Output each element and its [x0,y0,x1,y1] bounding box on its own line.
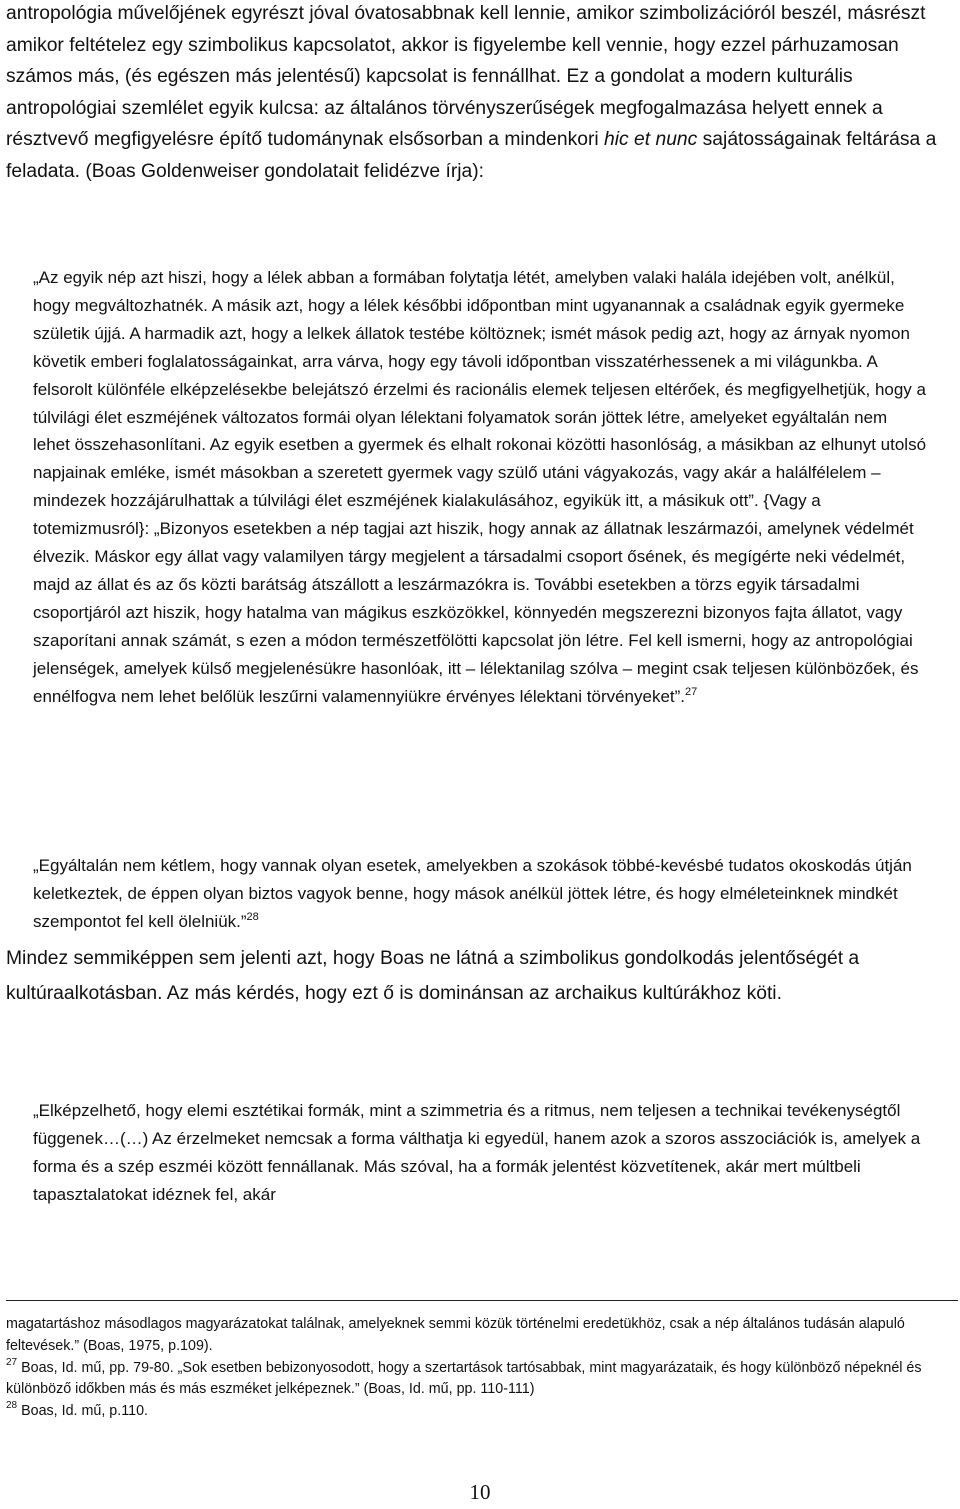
footnote-ref-27[interactable]: 27 [685,685,698,698]
quote1-text: „Az egyik nép azt hiszi, hogy a lélek abban a formában folytatja létét, amelyben valaki halála idejében volt, anélkül, hogy megváltozhatnék. A másik azt, hogy a lélek későbbi időpontban mint ugyanannak a családnak egyik gyermeke születik újjá. A harmadik azt, hogy a lelkek állatok testébe költöznek; ismét mások pedig azt, hogy az árnyak nyomon követik emberi foglalatosságainkat, arra várva, hogy egy távoli időpontban visszatérhessenek a mi világunkba. A felsorolt különféle elképzelésekbe belejátszó érzelmi és racionális elemek teljesen eltérőek, és megfigyelhetjük, hogy a túlvilági élet eszméjének változatos formái olyan lélektani folyamatok során jöttek létre, amelyeket egyáltalán nem lehet összehasonlítani. Az egyik esetben a gyermek és elhalt rokonai közötti hasonlóság, a másikban az elhunyt utolsó napjainak emléke, ismét másokban a szeretett gyermek vagy szülő utáni vágyakozás, vagy akár a halálfélelem – mindezek hozzájárulhattak a túlvilági élet eszméjének kialakulásához, egyikük itt, a másikuk ott”. {Vagy a totemizmusról}: „Bizonyos esetekben a nép tagjai azt hiszik, hogy annak az állatnak leszármazói, amelynek védelmét élvezik. Máskor egy állat vagy valamilyen tárgy megjelent a társadalmi csoport ősének, és megígérte neki védelmét, majd az állat és az ős közti barátság átszállott a leszármazókra is. További esetekben a törzs egyik társadalmi csoportjáról azt hiszik, hogy hatalma van mágikus eszközökkel, könnyedén megszerezni bizonyos fajta állatot, vagy szaporítani annak számát, s ezen a módon természetfölötti kapcsolat jön létre. Fel kell ismerni, hogy az antropológiai jelenségek, amelyek külső megjelenésükre hasonlóak, itt – lélektanilag szólva – megint csak teljesen különbözőek, és ennélfogva nem lehet belőlük leszűrni valamennyiükre érvényes lélektani törvényeket”. [33,268,927,706]
quote2-text: „Egyáltalán nem kétlem, hogy vannak olyan esetek, amelyekben a szokások többé-kevésbé tudatos okoskodás útján keletkeztek, de éppen olyan biztos vagyok benne, hogy mások anélkül jöttek létre, és hogy elméleteinknek mindkét szempontot fel kell ölelniük.” [33,856,912,931]
footnote-28 [6,1401,952,1423]
footnote-28-text: Boas, Id. mű, p.110. [17,1403,148,1420]
intro-italic-phrase: hic et nunc [604,129,698,150]
intro-text-part1: antropológia művelőjének egyrészt jóval óvatosabbnak kell lennie, amikor szimbolizációról beszél, másrészt amikor feltételez egy szimbolikus kapcsolatot, akkor is figyelembe kell vennie, hogy ezzel párhuzamosan számos más, (és egészen más jelentésű) kapcsolat is fennállhat. Ez a gondolat a modern kulturális antropológiai szemlélet egyik kulcsa: az általános törvényszerűségek megfogalmazása helyett ennek a résztvevő megfigyelésre építő tudománynak elsősorban a mindenkori [6,3,926,150]
footnote-27-text: Boas, Id. mű, pp. 79-80. „Sok esetben bebizonyosodott, hogy a szertartások tartósabbak, mint magyarázataik, és hogy különböző népeknél és különböző időkben más és más eszméket jelképeznek.” (Boas, Id. mű, pp. 110-111) [6,1359,922,1398]
page-number: 10 [469,1480,491,1504]
footnotes [6,1314,952,1423]
intro-paragraph [6,0,952,187]
footnote-separator [6,1300,958,1301]
footnote-28-number: 28 [6,1400,18,1412]
block-quote-1 [33,264,928,711]
block-quote-3: „Elképzelhető, hogy elemi esztétikai formák, mint a szimmetria és a ritmus, nem teljesen a technikai tevékenységtől függenek…(…) Az érzelmeket nemcsak a forma válthatja ki egyedül, hanem azok a szoros asszociációk is, amelyek a forma és a szép eszméi között fennállanak. Más szóval, ha a formák jelentést közvetítenek, akár mert múltbeli tapasztalatokat idéznek fel, akár [33,1101,921,1204]
block-quote-2 [33,852,928,936]
intro-text-part2: sajátosságainak feltárása a feladata. (Boas Goldenweiser gondolatait felidézve írja): [6,129,937,182]
footnote-27-number: 27 [6,1356,18,1368]
footnote-continuation: magatartáshoz másodlagos magyarázatokat találnak, amelyeknek semmi közük történelmi eredetükhöz, csak a nép általános tudásán alapuló feltevések.” (Boas, 1975, p.109). [6,1316,905,1354]
main-paragraph: Mindez semmiképpen sem jelenti azt, hogy Boas ne látná a szimbolikus gondolkodás jelentőségét a kultúraalkotásban. Az más kérdés, hogy ezt ő is dominánsan az archaikus kultúrákhoz köti. [6,948,860,1004]
footnote-27 [6,1358,952,1402]
footnote-ref-28[interactable]: 28 [246,910,259,923]
